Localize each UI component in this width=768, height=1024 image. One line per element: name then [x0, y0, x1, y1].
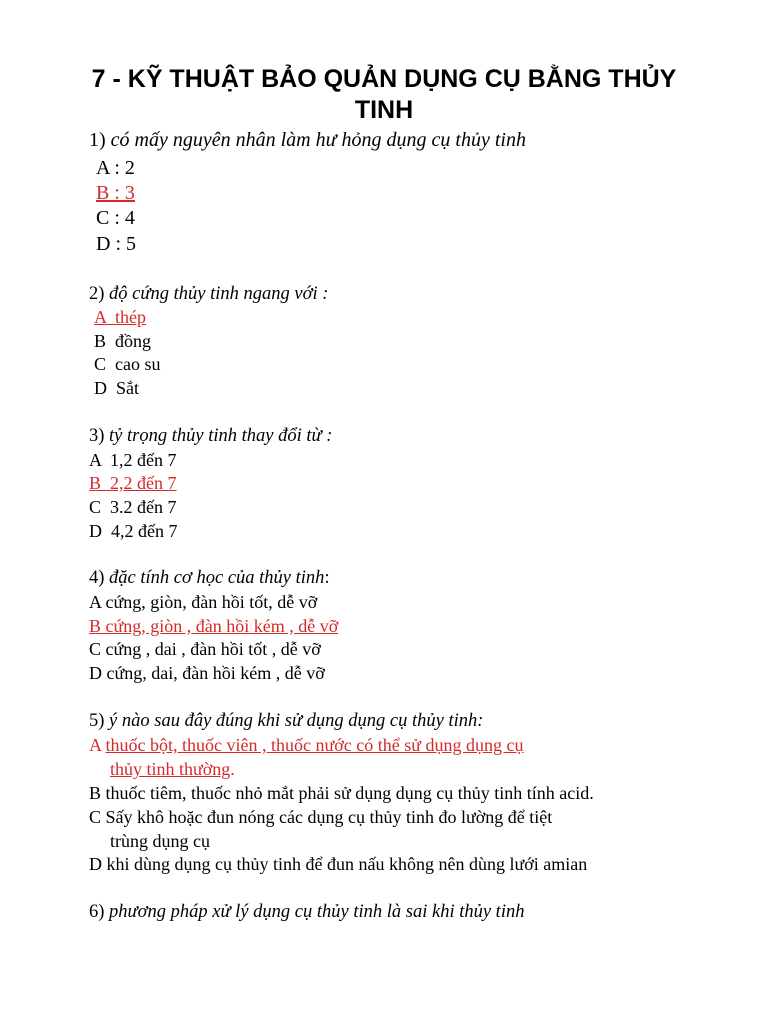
question-5-option-a-answer: [89, 734, 523, 756]
question-number: 3): [89, 426, 105, 446]
question-suffix: :: [324, 568, 330, 588]
question-text: tỷ trọng thủy tinh thay đổi từ :: [109, 426, 333, 446]
question-number: 5): [89, 711, 105, 731]
question-1-option-a: A : 2: [96, 157, 135, 179]
question-5-option-c: C Sấy khô hoặc đun nóng các dụng cụ thủy tinh đo lường để tiệt: [89, 807, 553, 827]
page-title-continued: TINH: [354, 96, 414, 124]
question-text: có mấy nguyên nhân làm hư hỏng dụng cụ thủy tinh: [110, 129, 526, 151]
question-3-option-b-answer: B 2,2 đến 7: [89, 473, 177, 493]
option-text-continued: thủy tinh thường: [110, 759, 231, 779]
question-number: 6): [89, 902, 105, 922]
question-5: [89, 710, 483, 732]
question-3: [89, 425, 332, 447]
question-4-option-d: D cứng, dai, đàn hồi kém , dễ vỡ: [89, 663, 325, 683]
question-2-option-b: B đồng: [94, 331, 152, 351]
question-3-option-d: D 4,2 đến 7: [89, 521, 178, 541]
question-text: độ cứng thủy tinh ngang với :: [109, 284, 329, 304]
question-3-option-a: A 1,2 đến 7: [89, 450, 177, 470]
question-5-option-c-continued: trùng dụng cụ: [110, 831, 210, 851]
question-number: 2): [89, 284, 105, 304]
question-2-option-d: D Sắt: [94, 378, 139, 398]
question-4-option-c: C cứng , dai , đàn hồi tốt , dễ vỡ: [89, 639, 321, 659]
question-1: [89, 128, 526, 152]
question-4: [89, 567, 330, 589]
question-1-option-c: C : 4: [96, 207, 135, 229]
question-5-option-b: B thuốc tiêm, thuốc nhỏ mắt phải sử dụng dụng cụ thủy tinh tính acid.: [89, 783, 594, 803]
question-text: phương pháp xử lý dụng cụ thủy tinh là sai khi thủy tinh: [109, 902, 525, 922]
question-4-option-b-answer: B cứng, giòn , đàn hồi kém , dễ vỡ: [89, 616, 339, 636]
question-text: ý nào sau đây đúng khi sử dụng dụng cụ thủy tinh:: [109, 711, 484, 731]
question-1-option-b-answer: B : 3: [96, 182, 135, 204]
option-end: .: [230, 759, 235, 779]
question-3-option-c: C 3.2 đến 7: [89, 497, 177, 517]
question-number: 1): [89, 129, 106, 151]
question-2: [89, 283, 328, 305]
question-5-option-d: D khi dùng dụng cụ thủy tinh để đun nấu không nên dùng lưới amian: [89, 854, 588, 874]
option-letter: A: [89, 735, 106, 755]
question-6: [89, 901, 524, 923]
question-text: đặc tính cơ học của thủy tinh: [109, 568, 325, 588]
question-2-option-a-answer: A thép: [94, 307, 146, 327]
page-title: 7 - KỸ THUẬT BẢO QUẢN DỤNG CỤ BẰNG THỦY: [91, 65, 677, 93]
question-5-option-a-continued: [89, 758, 235, 780]
question-2-option-c: C cao su: [94, 354, 161, 374]
question-1-option-d: D : 5: [96, 233, 136, 255]
option-text: thuốc bột, thuốc viên , thuốc nước có thể sử dụng dụng cụ: [105, 735, 524, 755]
question-4-option-a: A cứng, giòn, đàn hồi tốt, dễ vỡ: [89, 592, 318, 612]
question-number: 4): [89, 568, 105, 588]
